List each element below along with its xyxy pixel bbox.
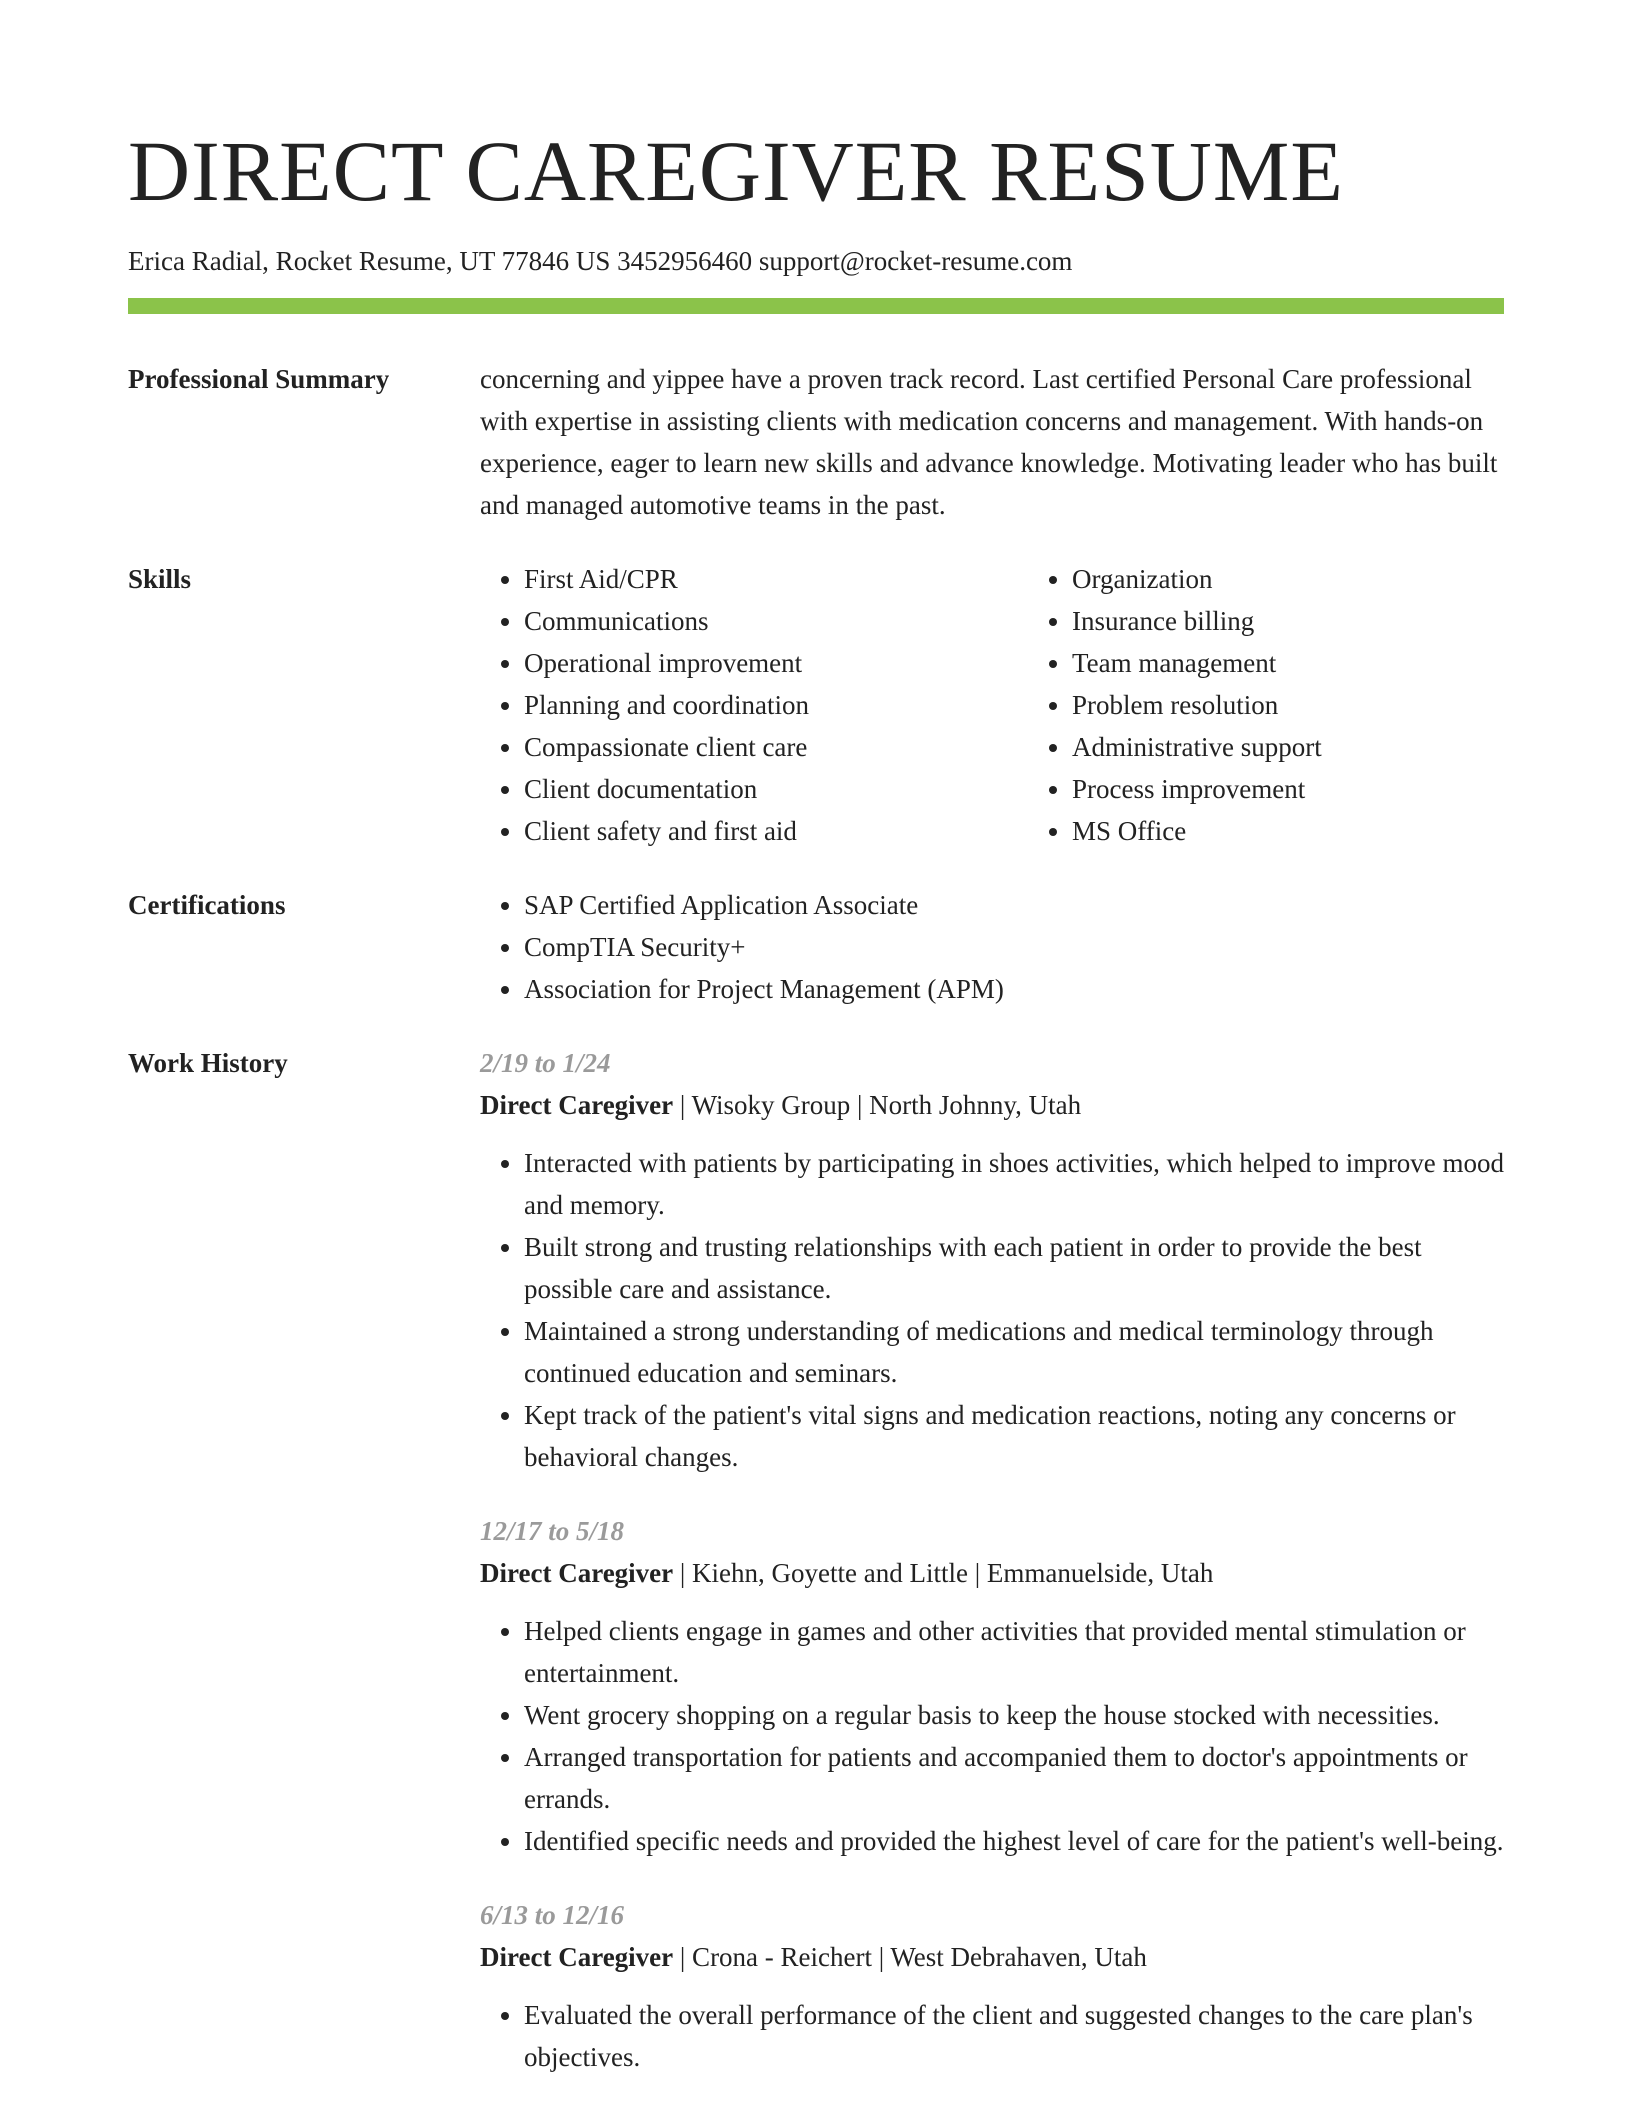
skill-item: • First Aid/CPR <box>524 558 1028 600</box>
skills-section <box>128 558 1504 852</box>
job-dates: 6/13 to 12/16 <box>480 1900 625 1930</box>
job-duty: • Arranged transportation for patients and accompanied them to doctor's appointments or errands. <box>524 1736 1504 1820</box>
job-header <box>480 1084 1504 1126</box>
resume-page <box>128 0 1504 2078</box>
job-title: Direct Caregiver <box>480 1090 674 1120</box>
skill-item: • Process improvement <box>1072 768 1576 810</box>
summary-section <box>128 358 1504 526</box>
skill-item: • Planning and coordination <box>524 684 1028 726</box>
job-duty: • Identified specific needs and provided the highest level of care for the patient's well-being. <box>524 1820 1504 1862</box>
skills-list-left <box>480 558 1028 852</box>
skills-list-right <box>1028 558 1576 852</box>
job-duty: • Helped clients engage in games and other activities that provided mental stimulation or entertainment. <box>524 1610 1504 1694</box>
certification-item: • SAP Certified Application Associate <box>524 884 1504 926</box>
job-duty: • Evaluated the overall performance of the client and suggested changes to the care plan's objectives. <box>524 1994 1504 2078</box>
job-title: Direct Caregiver <box>480 1942 674 1972</box>
summary-heading: Professional Summary <box>128 364 390 394</box>
work-history-heading: Work History <box>128 1048 288 1078</box>
certification-item: • CompTIA Security+ <box>524 926 1504 968</box>
certifications-heading: Certifications <box>128 890 286 920</box>
job-entry <box>480 1894 1504 2078</box>
job-duty: • Built strong and trusting relationships with each patient in order to provide the best possible care and assistance. <box>524 1226 1504 1310</box>
summary-text: concerning and yippee have a proven track record. Last certified Personal Care professional with expertise in assisting clients with medication concerns and management. With hands-on experience, eager to learn new skills and advance knowledge. Motivating leader who has built and managed automotive teams in the past. <box>480 364 1498 520</box>
job-duty: • Went grocery shopping on a regular basis to keep the house stocked with necessities. <box>524 1694 1504 1736</box>
job-duties-list <box>480 1610 1504 1862</box>
skill-item: • Client documentation <box>524 768 1028 810</box>
certification-item: • Association for Project Management (APM) <box>524 968 1504 1010</box>
job-header <box>480 1936 1504 1978</box>
accent-divider <box>128 298 1504 314</box>
job-duties-list <box>480 1994 1504 2078</box>
contact-line: Erica Radial, Rocket Resume, UT 77846 US 3452956460 support@rocket-resume.com <box>128 246 1073 276</box>
job-employer-location: | Wisoky Group | North Johnny, Utah <box>673 1090 1082 1120</box>
skill-item: • MS Office <box>1072 810 1576 852</box>
job-duty: • Maintained a strong understanding of medications and medical terminology through continued education and seminars. <box>524 1310 1504 1394</box>
skill-item: • Insurance billing <box>1072 600 1576 642</box>
job-duty: • Kept track of the patient's vital signs and medication reactions, noting any concerns or behavioral changes. <box>524 1394 1504 1478</box>
skill-item: • Problem resolution <box>1072 684 1576 726</box>
certifications-list <box>480 884 1504 1010</box>
job-dates: 12/17 to 5/18 <box>480 1516 625 1546</box>
job-entry <box>480 1510 1504 1862</box>
skill-item: • Team management <box>1072 642 1576 684</box>
resume-title: DIRECT CAREGIVER RESUME <box>128 123 1344 219</box>
skill-item: • Compassionate client care <box>524 726 1028 768</box>
skill-item: • Operational improvement <box>524 642 1028 684</box>
job-dates: 2/19 to 1/24 <box>480 1048 611 1078</box>
skills-heading: Skills <box>128 564 192 594</box>
skill-item: • Client safety and first aid <box>524 810 1028 852</box>
job-header <box>480 1552 1504 1594</box>
job-title: Direct Caregiver <box>480 1558 674 1588</box>
job-duties-list <box>480 1142 1504 1478</box>
job-duty: • Interacted with patients by participating in shoes activities, which helped to improve mood and memory. <box>524 1142 1504 1226</box>
certifications-section <box>128 884 1504 1010</box>
job-employer-location: | Crona - Reichert | West Debrahaven, Utah <box>673 1942 1147 1972</box>
job-employer-location: | Kiehn, Goyette and Little | Emmanuelside, Utah <box>673 1558 1214 1588</box>
skill-item: • Organization <box>1072 558 1576 600</box>
skill-item: • Communications <box>524 600 1028 642</box>
job-entry <box>480 1042 1504 1478</box>
work-history-section <box>128 1042 1504 2078</box>
skill-item: • Administrative support <box>1072 726 1576 768</box>
